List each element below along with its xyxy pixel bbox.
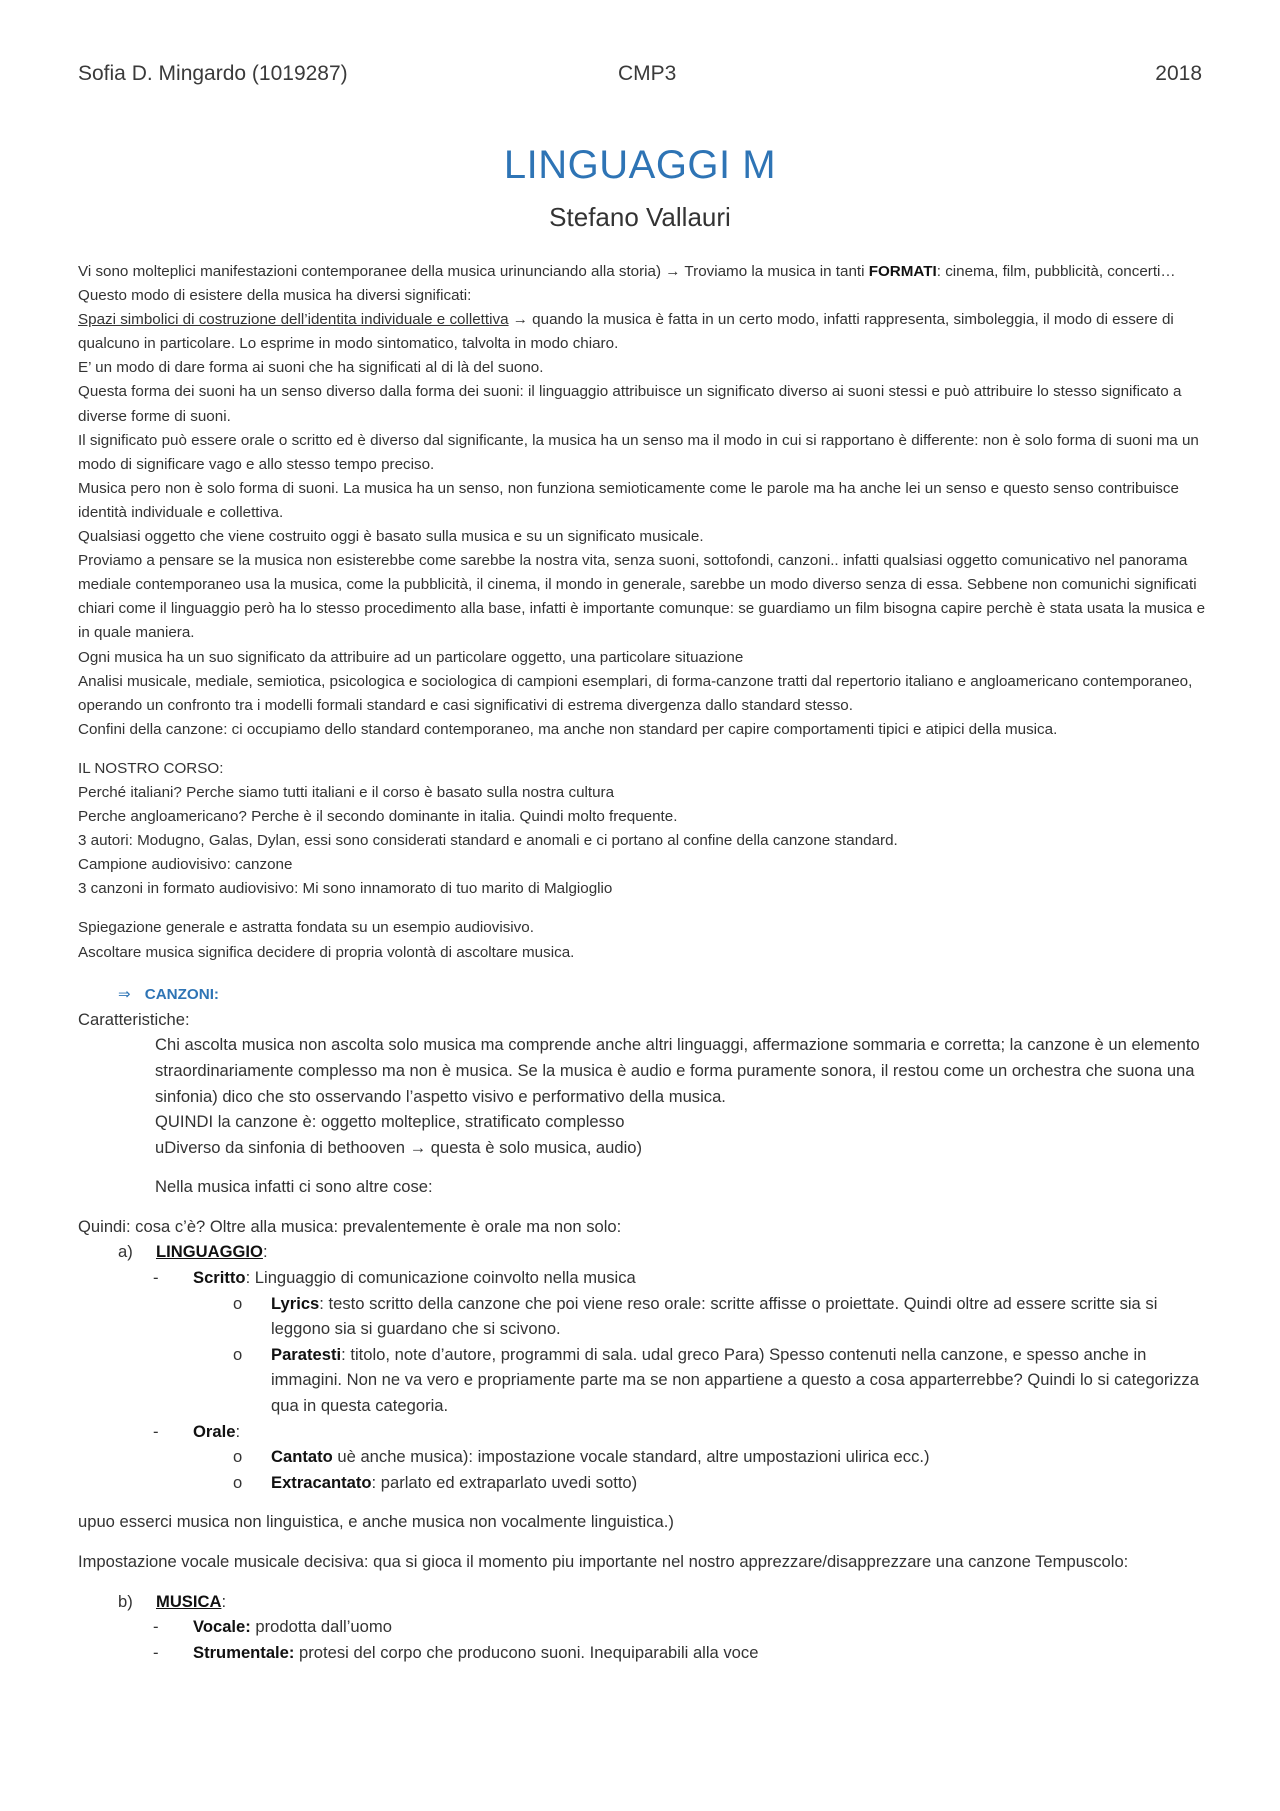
intro-paragraph: Qualsiasi oggetto che viene costruito oggi è basato sulla musica e su un significato musicale. (78, 528, 704, 546)
canzoni-line: Chi ascolta musica non ascolta solo musica ma comprende anche altri linguaggi, affermazione sommaria e corretta; la canzone è un elemento straordinariamente complesso ma non è musica. Se la musica è audio e forma puramente sonora, il restou come un orchestra che suona una sinfonia) dico che sto osservando l’aspetto visivo e performativo della musica. (155, 1035, 1200, 1106)
corso-line: Perché italiani? Perche siamo tutti italiani e il corso è basato sulla nostra cultura (78, 783, 615, 801)
double-arrow-icon: ⇒ (118, 985, 131, 1003)
intro-paragraph: Il significato può essere orale o scritto ed è diverso dal significante, la musica ha un senso ma il modo in cui si rapportano è differente: non è solo forma di suoni ma un modo di significare vago e allo stesso tempo preciso. (78, 431, 1199, 473)
intro-paragraph: Spazi simbolici di costruzione dell’identita individuale e collettiva → quando la musica è fatta in un certo modo, infatti rappresenta, simboleggia, il modo di essere di qualcuno in particolare. Lo esprime in modo sintomatico, talvolta in modo chiaro. (78, 311, 1174, 353)
list-item-orale: - Orale: (153, 1421, 241, 1441)
intro-paragraph: Musica pero non è solo forma di suoni. La musica ha un senso, non funziona semioticamente come le parole ma ha anche lei un senso e questo senso contribuisce identità individuale e collettiva. (78, 479, 1179, 521)
corso-line: Perche angloamericano? Perche è il secondo dominante in italia. Quindi molto frequente. (78, 808, 678, 826)
note-line: Impostazione vocale musicale decisiva: qua si gioca il momento piu importante nel nostro apprezzare/disapprezzare una canzone Tempuscolo: (78, 1552, 1129, 1571)
note-line: upuo esserci musica non linguistica, e anche musica non vocalmente linguistica.) (78, 1512, 674, 1532)
document-subtitle: Stefano Vallauri (549, 202, 731, 232)
corso-extra: Spiegazione generale e astratta fondata su un esempio audiovisivo. (78, 919, 534, 937)
caratteristiche-label: Caratteristiche: (78, 1009, 190, 1029)
intro-paragraph: Proviamo a pensare se la musica non esisterebbe come sarebbe la nostra vita, senza suoni, sottofondi, canzoni.. infatti qualsiasi oggetto comunicativo nel panorama mediale contemporaneo usa la musica, come la pubblicità, il cinema, il mondo in generale, sarebbe un modo diverso senza di essa. Sebbene non comunichi significati chiari come il linguaggio però ha lo stesso procedimento alla base, infatti è importante comunque: se guardiamo un film bisogna capire perchè è stata usata la musica e in quale maniera. (78, 552, 1206, 642)
quindi-line: Quindi: cosa c’è? Oltre alla musica: prevalentemente è orale ma non solo: (78, 1216, 622, 1236)
canzoni-line: Nella musica infatti ci sono altre cose: (155, 1177, 433, 1197)
page-header (78, 62, 1202, 92)
list-item-b: b) MUSICA: (118, 1591, 227, 1611)
document-body (78, 260, 1208, 1665)
intro-paragraph: Vi sono molteplici manifestazioni contemporanee della musica urinunciando alla storia) → Troviamo la musica in tanti FORMATI: cinema, film, pubblicità, concerti… (78, 263, 1176, 280)
canzoni-line: QUINDI la canzone è: oggetto molteplice, stratificato complesso (155, 1112, 625, 1132)
document-title: LINGUAGGI M (503, 143, 777, 187)
list-item-vocale: - Vocale: prodotta dall’uomo (153, 1617, 392, 1637)
header-year: 2018 (1155, 62, 1202, 85)
intro-paragraph: Confini della canzone: ci occupiamo dello standard contemporaneo, ma anche non standard per capire comportamenti tipici e atipici della musica. (78, 720, 1058, 738)
intro-paragraph: Ogni musica ha un suo significato da attribuire ad un particolare oggetto, una particolare situazione (78, 648, 744, 666)
intro-paragraph: Questo modo di esistere della musica ha diversi significati: (78, 287, 472, 305)
list-item-strumentale: - Strumentale: protesi del corpo che producono suoni. Inequiparabili alla voce (153, 1642, 759, 1662)
header-course: CMP3 (618, 62, 677, 85)
intro-paragraph: Questa forma dei suoni ha un senso diverso dalla forma dei suoni: il linguaggio attribuisce un significato diverso ai suoni stessi e può attribuire lo stesso significato a diverse forme di suoni. (78, 383, 1182, 425)
corso-line: 3 autori: Modugno, Galas, Dylan, essi sono considerati standard e anomali e ci portano al confine della canzone standard. (78, 832, 898, 850)
list-item-paratesti: o Paratesti: titolo, note d’autore, programmi di sala. udal greco Para) Spesso contenuti nella canzone, e spesso anche in immagini. Non ne va vero e propriamente parte ma se non appartiene a questo a cosa apparterrebbe? Quindi lo si categorizza qua in questa categoria. (233, 1344, 1199, 1416)
list-item-lyrics: o Lyrics: testo scritto della canzone che poi viene reso orale: scritte affisse o proiettate. Quindi oltre ad essere scritte sia si leggono sia si guardano che si scivono. (233, 1293, 1158, 1339)
corso-line: Campione audiovisivo: canzone (78, 856, 293, 874)
list-item-a: a) LINGUAGGIO: (118, 1242, 268, 1262)
header-author: Sofia D. Mingardo (1019287) (78, 62, 348, 85)
list-item-cantato: o Cantato uè anche musica): impostazione vocale standard, altre umpostazioni ulirica ecc.) (233, 1447, 930, 1467)
list-item-extracantato: o Extracantato: parlato ed extraparlato uvedi sotto) (233, 1472, 638, 1492)
corso-line: 3 canzoni in formato audiovisivo: Mi sono innamorato di tuo marito di Malgioglio (78, 880, 613, 898)
intro-paragraph: E’ un modo di dare forma ai suoni che ha significati al di là del suono. (78, 359, 544, 377)
canzoni-line: uDiverso da sinfonia di bethooven → questa è solo musica, audio) (155, 1137, 643, 1157)
canzoni-heading: ⇒ CANZONI: (118, 985, 219, 1003)
intro-paragraph: Analisi musicale, mediale, semiotica, psicologica e sociologica di campioni esemplari, di forma-canzone tratti dal repertorio italiano e angloamericano contemporaneo, operando un confronto tra i modelli formali standard e casi significativi di estrema divergenza dallo standard stesso. (78, 672, 1193, 714)
corso-heading: IL NOSTRO CORSO: (78, 759, 224, 777)
corso-extra: Ascoltare musica significa decidere di propria volontà di ascoltare musica. (78, 943, 575, 961)
list-item-scritto: - Scritto: Linguaggio di comunicazione coinvolto nella musica (153, 1268, 636, 1288)
